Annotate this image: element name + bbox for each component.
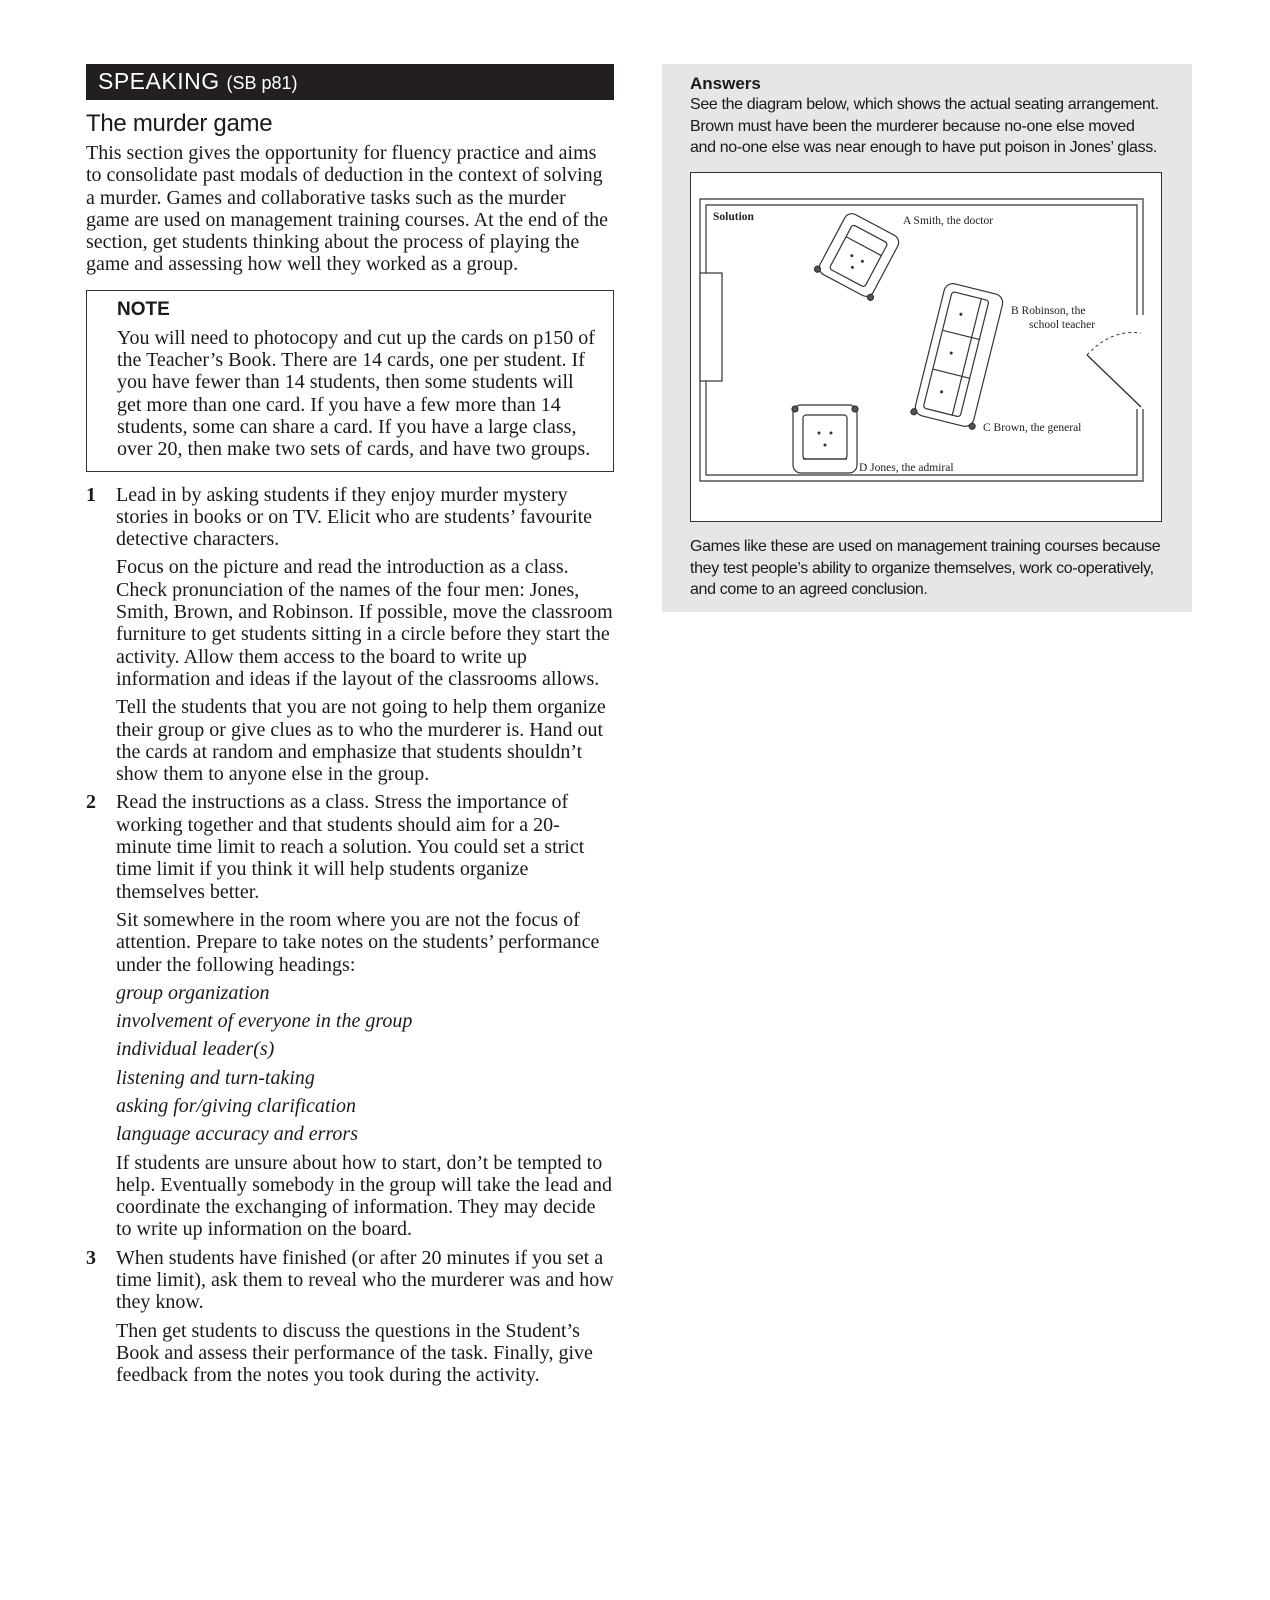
section-label: SPEAKING	[98, 68, 220, 94]
answers-footer: Games like these are used on management training courses because they test people’s ability to organize themselves, work co-operatively, and come to an agreed conclusion.	[690, 538, 1161, 598]
heading-item: involvement of everyone in the group	[116, 1010, 413, 1033]
heading-item: individual leader(s)	[116, 1038, 275, 1061]
heading-item: asking for/giving clarification	[116, 1094, 356, 1117]
heading-item: group organization	[116, 981, 270, 1004]
armchair-d	[792, 405, 858, 473]
step-paragraph: Read the instructions as a class. Stress the importance of working together and that students should aim for a 20-minute time limit to reach a solution. You could set a strict time limit if you think it will help students organize themselves better.	[116, 791, 585, 903]
step-paragraph: Then get students to discuss the questions in the Student’s Book and assess their performance of the task. Finally, give feedback from the notes you took during the activity.	[116, 1319, 593, 1387]
heading-item: listening and turn-taking	[116, 1066, 315, 1089]
step-paragraph: Lead in by asking students if they enjoy murder mystery stories in books or on TV. Elicit who are students’ favourite detective characters.	[116, 483, 593, 551]
step-paragraph: Sit somewhere in the room where you are not the focus of attention. Prepare to take notes on the students’ performance under the following headings:	[116, 908, 600, 976]
step-paragraph: When students have finished (or after 20 minutes if you set a time limit), ask them to reveal who the murderer was and how they know.	[116, 1246, 614, 1314]
heading-item: language accuracy and errors	[116, 1123, 358, 1146]
section-header-bar	[86, 64, 614, 100]
step-3	[86, 1247, 614, 1387]
steps-list	[86, 484, 614, 1387]
answers-text: See the diagram below, which shows the actual seating arrangement. Brown must have been the murderer because no-one else moved and no-one else was near enough to have put poison in Jones’ glass.	[690, 96, 1159, 156]
step-2	[86, 791, 614, 1240]
heading-list	[116, 982, 614, 1146]
label-d: D Jones, the admiral	[859, 462, 954, 474]
room-walls	[700, 199, 1143, 481]
label-a: A Smith, the doctor	[903, 215, 994, 227]
section-ref: (SB p81)	[226, 73, 298, 93]
note-title: NOTE	[117, 298, 170, 320]
seating-diagram-svg	[691, 173, 1160, 520]
step-paragraph: Tell the students that you are not going to help them organize their group or give clues as to who the murderer is. Hand out the cards at random and emphasize that students shouldn’t show them to anyone else in the group.	[116, 696, 606, 786]
answers-title: Answers	[690, 74, 761, 93]
step-number: 3	[86, 1246, 96, 1269]
step-number: 1	[86, 483, 96, 506]
step-paragraph: Focus on the picture and read the introduction as a class. Check pronunciation of the names of the four men: Jones, Smith, Brown, and Robinson. If possible, move the classroom furniture to get students sitting in a circle before they start the activity. Allow them access to the board to write up information and ideas if the layout of the classrooms allows.	[116, 556, 613, 690]
page-title: The murder game	[86, 110, 273, 137]
left-column	[86, 64, 614, 1393]
seating-diagram	[690, 172, 1162, 522]
label-b-line2: school teacher	[1029, 319, 1096, 331]
diagram-title: Solution	[713, 211, 754, 223]
label-b-line1: B Robinson, the	[1011, 305, 1086, 317]
label-c: C Brown, the general	[983, 422, 1082, 434]
note-text: You will need to photocopy and cut up the cards on p150 of the Teacher’s Book. There are 14 cards, one per student. If you have fewer than 14 students, then some students will get more than one card. If you have a few more than 14 students, some can share a card. If you have a large class, over 20, then make two sets of cards, and have two groups.	[117, 326, 595, 461]
intro-paragraph: This section gives the opportunity for fluency practice and aims to consolidate past modals of deduction in the context of solving a murder. Games and collaborative tasks such as the murder game are used on management training courses. At the end of the section, get students thinking about the process of playing the game and assessing how well they worked as a group.	[86, 142, 609, 276]
step-paragraph: If students are unsure about how to start, don’t be tempted to help. Eventually somebody in the group will take the lead and coordinate the exchanging of information. They may decide to write up information on the board.	[116, 1151, 612, 1241]
step-number: 2	[86, 791, 96, 814]
answers-box	[662, 64, 1192, 612]
armchair-a	[813, 209, 904, 301]
sofa-bc	[910, 281, 1007, 430]
note-box	[86, 290, 614, 472]
step-1	[86, 484, 614, 786]
